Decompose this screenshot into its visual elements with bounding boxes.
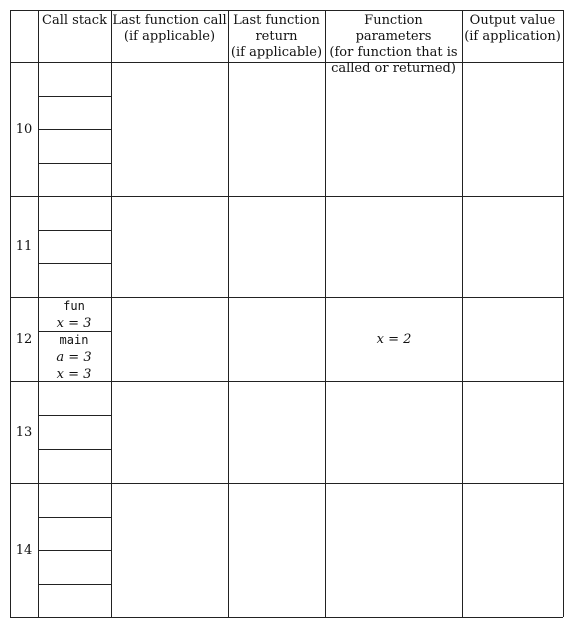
column-header: Last function return (if applicable) — [230, 13, 323, 60]
column-header: Call stack — [42, 13, 107, 28]
stack-frame-var: a = 3 — [56, 350, 92, 365]
stack-frame-name: fun — [63, 299, 85, 313]
stack-frame-var: x = 3 — [56, 367, 92, 382]
stack-frame-var: x = 3 — [56, 316, 92, 331]
row-label: 13 — [15, 424, 33, 440]
row-label: 10 — [15, 121, 33, 137]
column-header: Output value (if application) — [464, 13, 561, 44]
row-label: 14 — [15, 542, 33, 558]
row-label: 11 — [15, 239, 33, 254]
stack-frame-name: main — [59, 333, 89, 347]
stack-frame — [38, 332, 110, 383]
stack-frame — [38, 298, 110, 332]
row-label: 12 — [15, 331, 33, 347]
function-parameters: x = 2 — [376, 331, 412, 347]
column-header: Last function call (if applicable) — [112, 13, 227, 44]
column-header: Function parameters (for function that is called or returned) — [329, 13, 458, 76]
